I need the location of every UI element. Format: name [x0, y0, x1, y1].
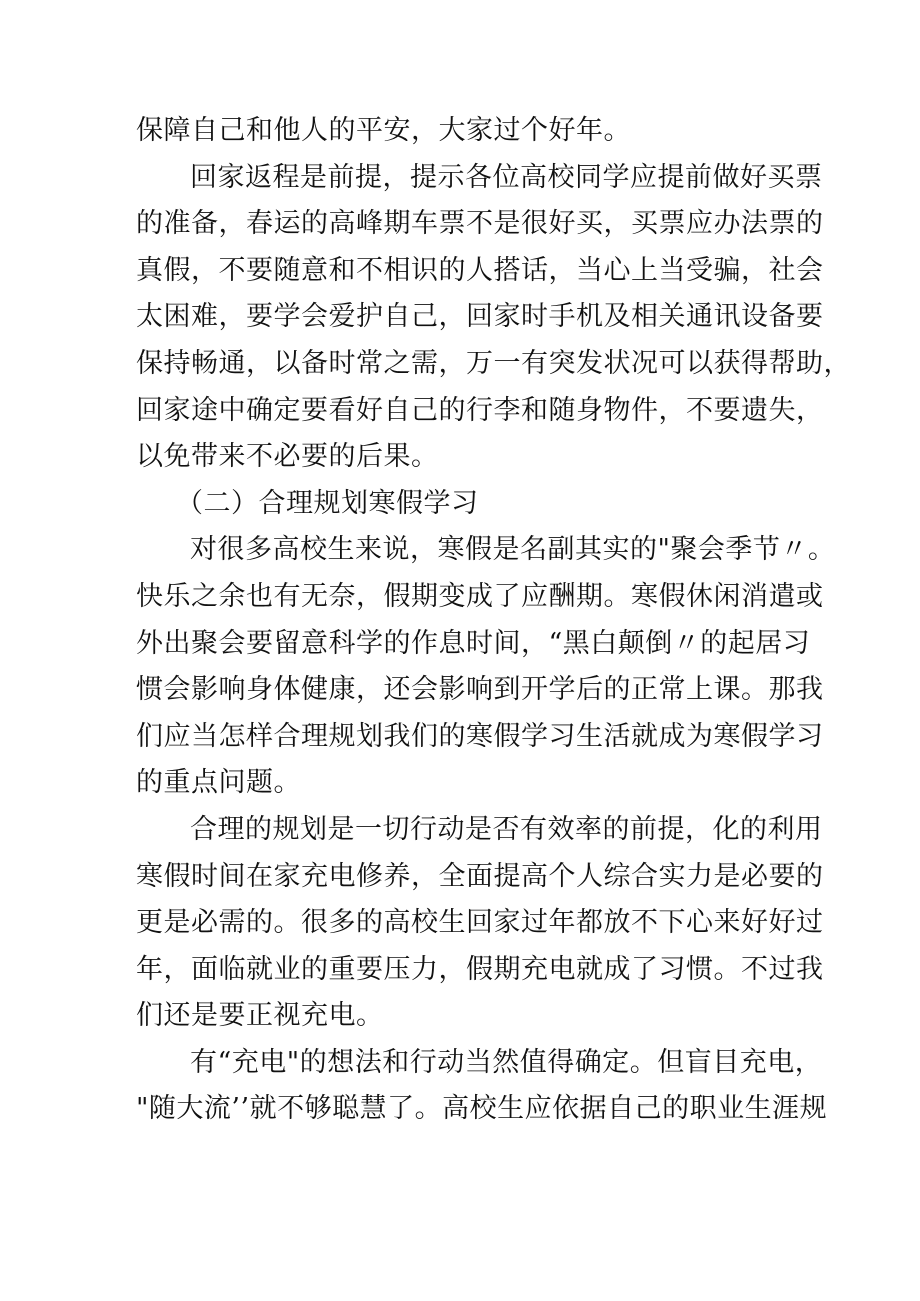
text-line: 太困难，要学会爱护自己，回家时手机及相关通讯设备要 — [136, 301, 824, 333]
section-heading: （二）合理规划寒假学习 — [176, 487, 479, 519]
text-line: 外出聚会要留意科学的作息时间，“黑白颠倒〃的起居习 — [136, 627, 811, 659]
text-line: 真假，不要随意和不相识的人搭话，当心上当受骗，社会 — [136, 254, 824, 286]
text-line: 更是必需的。很多的高校生回家过年都放不下心来好好过 — [136, 907, 824, 939]
document-body — [136, 108, 851, 1133]
text-line: 的准备，春运的高峰期车票不是很好买，买票应办法票的 — [136, 208, 824, 240]
text-line: 们应当怎样合理规划我们的寒假学习生活就成为寒假学习 — [136, 720, 824, 752]
text-line: 寒假时间在家充电修养，全面提高个人综合实力是必要的 — [136, 860, 824, 892]
text-line: 快乐之余也有无奈，假期变成了应酬期。寒假休闲消遣或 — [136, 580, 824, 612]
text-line: 的重点问题。 — [136, 767, 301, 799]
text-line: "随大流’’就不够聪慧了。高校生应依据自己的职业生涯规 — [136, 1093, 828, 1125]
text-line: 保障自己和他人的平安，大家过个好年。 — [136, 115, 631, 146]
text-line: 以免带来不必要的后果。 — [136, 441, 439, 473]
text-line: 年，面临就业的重要压力，假期充电就成了习惯。不过我 — [136, 953, 824, 985]
paragraph-start-line: 对很多高校生来说，寒假是名副其实的"聚会季节〃。 — [190, 534, 836, 566]
text-line: 惯会影响身体健康，还会影响到开学后的正常上课。那我 — [136, 674, 824, 706]
text-line: 回家途中确定要看好自己的行李和随身物件，不要遗失， — [136, 394, 824, 426]
text-line: 保持畅通，以备时常之需，万一有突发状况可以获得帮助， — [136, 347, 851, 379]
paragraph-start-line: 合理的规划是一切行动是否有效率的前提，化的利用 — [190, 813, 823, 845]
paragraph-start-line: 回家返程是前提，提示各位高校同学应提前做好买票 — [190, 161, 823, 193]
text-line: 们还是要正视充电。 — [136, 1000, 384, 1032]
paragraph-start-line: 有“充电"的想法和行动当然值得确定。但盲目充电， — [190, 1046, 823, 1078]
